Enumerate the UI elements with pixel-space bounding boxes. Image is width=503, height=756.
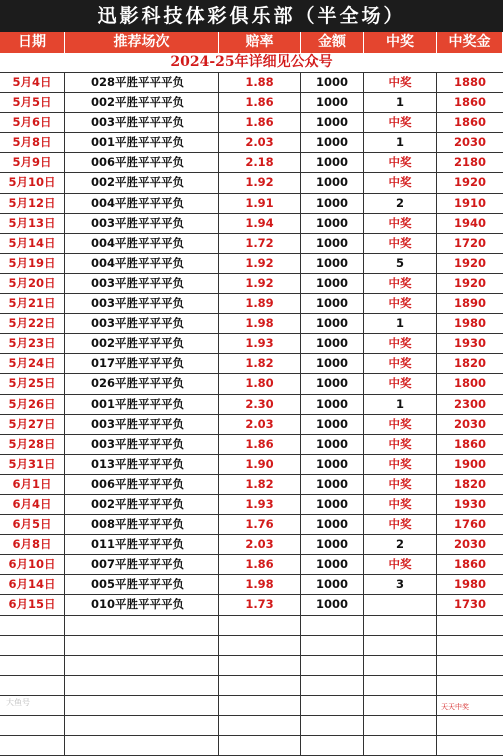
row-recommend: 004平胜平平平负 — [65, 234, 219, 253]
row-date-text: 6月14日 — [8, 577, 56, 592]
row-date — [0, 113, 65, 132]
row-payout: 1880 — [453, 75, 486, 89]
row-date — [0, 93, 65, 112]
row-amount: 1000 — [301, 274, 364, 293]
row-odds: 1.98 — [219, 314, 301, 333]
row-date — [0, 73, 65, 92]
table-row — [0, 374, 503, 394]
row-amount: 1000 — [301, 234, 364, 253]
table-row — [0, 194, 503, 214]
header-recommend: 推荐场次 — [65, 32, 219, 53]
row-recommend: 003平胜平平平负 — [65, 314, 219, 333]
row-payout: 1730 — [453, 597, 486, 612]
row-payout: 1890 — [453, 296, 486, 311]
row-amount: 1000 — [301, 435, 364, 454]
row-recommend: 026平胜平平平负 — [65, 374, 219, 393]
row-recommend — [65, 656, 219, 675]
row-date — [0, 716, 65, 735]
row-date-text: 5月12日 — [8, 195, 56, 210]
row-amount: 1000 — [301, 575, 364, 594]
row-payout: 1820 — [453, 476, 486, 491]
row-recommend: 028平胜平平平负 — [65, 73, 219, 92]
row-odds: 1.73 — [219, 595, 301, 614]
row-recommend: 007平胜平平平负 — [65, 555, 219, 574]
row-odds: 1.91 — [219, 194, 301, 213]
row-recommend: 001平胜平平平负 — [65, 395, 219, 414]
row-win: 1 — [364, 395, 437, 414]
row-odds: 1.98 — [219, 575, 301, 594]
row-recommend — [65, 696, 219, 715]
table-row — [0, 73, 503, 93]
row-payout: 1940 — [453, 215, 486, 230]
row-date-text: 5月13日 — [8, 215, 56, 230]
row-amount: 1000 — [301, 374, 364, 393]
row-date-text: 5月4日 — [12, 75, 52, 89]
row-amount: 1000 — [301, 314, 364, 333]
row-win: 中奖 — [364, 455, 437, 474]
row-odds: 1.93 — [219, 334, 301, 353]
row-amount: 1000 — [301, 535, 364, 554]
row-date-text: 5月10日 — [8, 175, 56, 190]
row-win: 中奖 — [364, 374, 437, 393]
row-date-text: 5月14日 — [8, 235, 56, 250]
row-odds: 2.03 — [219, 535, 301, 554]
table-row — [0, 214, 503, 234]
table-row — [0, 153, 503, 173]
row-date — [0, 274, 65, 293]
row-payout: 1930 — [453, 496, 486, 511]
table-row — [0, 294, 503, 314]
row-payout — [437, 636, 503, 655]
row-amount: 1000 — [301, 495, 364, 514]
row-amount: 1000 — [301, 73, 364, 92]
row-date — [0, 153, 65, 172]
row-win: 中奖 — [364, 515, 437, 534]
row-date-text: 5月27日 — [8, 416, 56, 431]
row-recommend: 003平胜平平平负 — [65, 274, 219, 293]
row-date-text: 6月8日 — [12, 537, 52, 552]
header-payout: 中奖金 — [437, 32, 503, 53]
row-payout: 2300 — [453, 396, 486, 411]
row-odds — [219, 636, 301, 655]
row-odds: 1.72 — [219, 234, 301, 253]
row-date — [0, 656, 65, 675]
table-row — [0, 616, 503, 636]
row-recommend: 003平胜平平平负 — [65, 113, 219, 132]
row-date — [0, 254, 65, 273]
row-recommend: 003平胜平平平负 — [65, 214, 219, 233]
row-win — [364, 696, 437, 715]
row-payout: 1910 — [453, 195, 486, 210]
table-row — [0, 254, 503, 274]
row-date — [0, 334, 65, 353]
row-date — [0, 555, 65, 574]
table-row — [0, 93, 503, 113]
row-odds: 1.93 — [219, 495, 301, 514]
row-date — [0, 214, 65, 233]
row-amount: 1000 — [301, 93, 364, 112]
row-date — [0, 354, 65, 373]
row-win: 中奖 — [364, 354, 437, 373]
row-date — [0, 455, 65, 474]
row-payout — [437, 616, 503, 635]
row-date — [0, 374, 65, 393]
row-recommend — [65, 616, 219, 635]
row-date — [0, 194, 65, 213]
row-date-text: 6月10日 — [8, 557, 56, 572]
row-recommend: 002平胜平平平负 — [65, 495, 219, 514]
row-recommend — [65, 736, 219, 755]
row-date — [0, 636, 65, 655]
row-date-text: 5月24日 — [8, 356, 56, 371]
row-date — [0, 415, 65, 434]
row-odds: 1.86 — [219, 113, 301, 132]
row-odds: 1.86 — [219, 435, 301, 454]
row-recommend: 001平胜平平平负 — [65, 133, 219, 152]
row-date-text: 5月26日 — [8, 396, 56, 411]
row-win: 中奖 — [364, 73, 437, 92]
row-payout: 2030 — [453, 416, 486, 431]
row-amount — [301, 696, 364, 715]
row-amount: 1000 — [301, 113, 364, 132]
row-recommend: 004平胜平平平负 — [65, 254, 219, 273]
row-odds — [219, 716, 301, 735]
table-row — [0, 656, 503, 676]
row-amount: 1000 — [301, 254, 364, 273]
watermark-logo: 大鱼号 — [6, 698, 30, 707]
row-win — [364, 656, 437, 675]
row-date — [0, 133, 65, 152]
table-row — [0, 415, 503, 435]
table-row — [0, 535, 503, 555]
row-date-text: 5月19日 — [8, 255, 56, 270]
row-date-text: 5月20日 — [8, 275, 56, 290]
row-payout: 1920 — [453, 175, 486, 190]
row-date-text: 5月9日 — [12, 155, 52, 170]
row-date — [0, 314, 65, 333]
header-amount: 金额 — [301, 32, 364, 53]
table-row — [0, 395, 503, 415]
row-payout: 2180 — [453, 155, 486, 170]
row-amount: 1000 — [301, 294, 364, 313]
table-row — [0, 636, 503, 656]
row-payout: 1920 — [453, 255, 486, 270]
table-row — [0, 676, 503, 696]
row-win: 中奖 — [364, 415, 437, 434]
row-date-text: 6月1日 — [12, 476, 52, 491]
row-recommend: 008平胜平平平负 — [65, 515, 219, 534]
row-recommend: 005平胜平平平负 — [65, 575, 219, 594]
row-win: 5 — [364, 254, 437, 273]
row-recommend: 002平胜平平平负 — [65, 334, 219, 353]
row-date — [0, 676, 65, 695]
row-odds: 2.30 — [219, 395, 301, 414]
watermark-text: 天天中奖 — [441, 703, 469, 711]
row-amount: 1000 — [301, 395, 364, 414]
subtitle: 2024-25年详细见公众号 — [0, 53, 503, 73]
table-row — [0, 575, 503, 595]
header-win: 中奖 — [364, 32, 437, 53]
row-win: 2 — [364, 194, 437, 213]
row-date-text: 5月21日 — [8, 296, 56, 311]
row-date-text: 6月4日 — [12, 496, 52, 511]
row-date — [0, 616, 65, 635]
row-win: 中奖 — [364, 173, 437, 192]
table-row — [0, 113, 503, 133]
table-row — [0, 495, 503, 515]
row-date — [0, 736, 65, 755]
row-payout: 1860 — [453, 436, 486, 451]
page-title: 迅影科技体彩俱乐部（半全场） — [0, 0, 503, 32]
row-date-text: 5月8日 — [12, 135, 52, 150]
row-odds: 1.76 — [219, 515, 301, 534]
row-recommend: 003平胜平平平负 — [65, 294, 219, 313]
row-payout: 1930 — [453, 336, 486, 351]
row-date — [0, 294, 65, 313]
row-win: 中奖 — [364, 274, 437, 293]
table-row — [0, 354, 503, 374]
row-date-text: 5月22日 — [8, 316, 56, 331]
row-date-text: 5月28日 — [8, 436, 56, 451]
row-payout: 1860 — [453, 557, 486, 572]
row-amount: 1000 — [301, 415, 364, 434]
row-win — [364, 616, 437, 635]
row-payout: 2030 — [453, 135, 486, 150]
row-odds: 1.92 — [219, 173, 301, 192]
row-amount — [301, 636, 364, 655]
row-date-text: 6月15日 — [8, 597, 56, 612]
row-win — [364, 636, 437, 655]
row-recommend: 006平胜平平平负 — [65, 153, 219, 172]
row-amount: 1000 — [301, 354, 364, 373]
row-odds: 1.86 — [219, 93, 301, 112]
row-recommend: 017平胜平平平负 — [65, 354, 219, 373]
row-date-text: 5月23日 — [8, 336, 56, 351]
row-date — [0, 395, 65, 414]
row-odds: 2.03 — [219, 133, 301, 152]
row-odds: 1.82 — [219, 354, 301, 373]
row-odds: 1.89 — [219, 294, 301, 313]
row-recommend: 004平胜平平平负 — [65, 194, 219, 213]
row-payout: 1720 — [453, 235, 486, 250]
row-amount — [301, 616, 364, 635]
table-row — [0, 133, 503, 153]
row-odds: 1.82 — [219, 475, 301, 494]
row-recommend — [65, 676, 219, 695]
row-amount: 1000 — [301, 475, 364, 494]
row-amount — [301, 656, 364, 675]
row-payout — [437, 676, 503, 695]
table-row — [0, 555, 503, 575]
row-amount: 1000 — [301, 334, 364, 353]
row-win: 中奖 — [364, 214, 437, 233]
row-date-text: 5月25日 — [8, 376, 56, 391]
row-recommend: 002平胜平平平负 — [65, 93, 219, 112]
row-payout: 2030 — [453, 537, 486, 552]
row-odds: 1.92 — [219, 274, 301, 293]
row-odds — [219, 696, 301, 715]
table-row — [0, 435, 503, 455]
row-win: 中奖 — [364, 475, 437, 494]
row-amount: 1000 — [301, 173, 364, 192]
row-date-text: 6月5日 — [12, 517, 52, 532]
row-recommend: 006平胜平平平负 — [65, 475, 219, 494]
row-amount: 1000 — [301, 455, 364, 474]
table-row — [0, 173, 503, 193]
row-date-text: 5月31日 — [8, 456, 56, 471]
row-amount — [301, 676, 364, 695]
row-payout: 1900 — [453, 456, 486, 471]
row-amount: 1000 — [301, 194, 364, 213]
row-amount: 1000 — [301, 515, 364, 534]
row-date-text: 5月5日 — [12, 95, 52, 110]
row-win: 3 — [364, 575, 437, 594]
row-payout — [437, 736, 503, 755]
table-row — [0, 334, 503, 354]
row-recommend: 002平胜平平平负 — [65, 173, 219, 192]
row-payout: 1820 — [453, 356, 486, 371]
row-amount: 1000 — [301, 133, 364, 152]
row-win: 1 — [364, 314, 437, 333]
row-amount: 1000 — [301, 153, 364, 172]
row-win: 中奖 — [364, 334, 437, 353]
row-win: 中奖 — [364, 495, 437, 514]
row-amount: 1000 — [301, 214, 364, 233]
row-payout: 1860 — [453, 115, 486, 130]
table-row — [0, 696, 503, 716]
row-date — [0, 475, 65, 494]
row-payout: 1920 — [453, 275, 486, 290]
row-odds: 1.94 — [219, 214, 301, 233]
row-odds — [219, 656, 301, 675]
row-win — [364, 736, 437, 755]
row-odds: 1.92 — [219, 254, 301, 273]
row-date — [0, 173, 65, 192]
table-row — [0, 515, 503, 535]
row-payout: 1760 — [453, 517, 486, 532]
row-date — [0, 595, 65, 614]
row-win: 2 — [364, 535, 437, 554]
row-odds: 1.88 — [219, 73, 301, 92]
row-win: 中奖 — [364, 435, 437, 454]
row-odds: 1.90 — [219, 455, 301, 474]
row-win — [364, 676, 437, 695]
row-payout: 1980 — [453, 577, 486, 592]
row-odds: 1.80 — [219, 374, 301, 393]
table-row — [0, 595, 503, 615]
header-odds: 赔率 — [219, 32, 301, 53]
row-date — [0, 515, 65, 534]
table-header — [0, 32, 503, 53]
table-row — [0, 274, 503, 294]
row-odds — [219, 616, 301, 635]
row-win — [364, 716, 437, 735]
row-date-text: 5月6日 — [12, 115, 52, 130]
row-win: 中奖 — [364, 294, 437, 313]
row-odds: 1.86 — [219, 555, 301, 574]
row-payout: 1980 — [453, 316, 486, 331]
row-date — [0, 535, 65, 554]
row-amount — [301, 716, 364, 735]
table-row — [0, 736, 503, 756]
row-date — [0, 495, 65, 514]
table-row — [0, 455, 503, 475]
row-date — [0, 234, 65, 253]
table-row — [0, 234, 503, 254]
row-recommend — [65, 716, 219, 735]
row-amount — [301, 736, 364, 755]
row-recommend: 013平胜平平平负 — [65, 455, 219, 474]
row-odds — [219, 676, 301, 695]
row-recommend — [65, 636, 219, 655]
row-odds: 2.03 — [219, 415, 301, 434]
row-amount: 1000 — [301, 595, 364, 614]
row-odds: 2.18 — [219, 153, 301, 172]
table-row — [0, 314, 503, 334]
row-recommend: 011平胜平平平负 — [65, 535, 219, 554]
table-row — [0, 475, 503, 495]
row-win: 中奖 — [364, 555, 437, 574]
row-win: 中奖 — [364, 113, 437, 132]
row-recommend: 003平胜平平平负 — [65, 415, 219, 434]
row-win: 1 — [364, 133, 437, 152]
row-recommend: 010平胜平平平负 — [65, 595, 219, 614]
row-recommend: 003平胜平平平负 — [65, 435, 219, 454]
row-payout: 1860 — [453, 95, 486, 110]
row-win — [364, 595, 437, 614]
row-payout — [437, 716, 503, 735]
header-date: 日期 — [0, 32, 65, 53]
row-payout: 1800 — [453, 376, 486, 391]
row-win: 中奖 — [364, 153, 437, 172]
table-row — [0, 716, 503, 736]
row-amount: 1000 — [301, 555, 364, 574]
row-date — [0, 575, 65, 594]
row-date — [0, 435, 65, 454]
row-win: 中奖 — [364, 234, 437, 253]
row-payout — [437, 656, 503, 675]
row-win: 1 — [364, 93, 437, 112]
table-body — [0, 73, 503, 756]
row-odds — [219, 736, 301, 755]
